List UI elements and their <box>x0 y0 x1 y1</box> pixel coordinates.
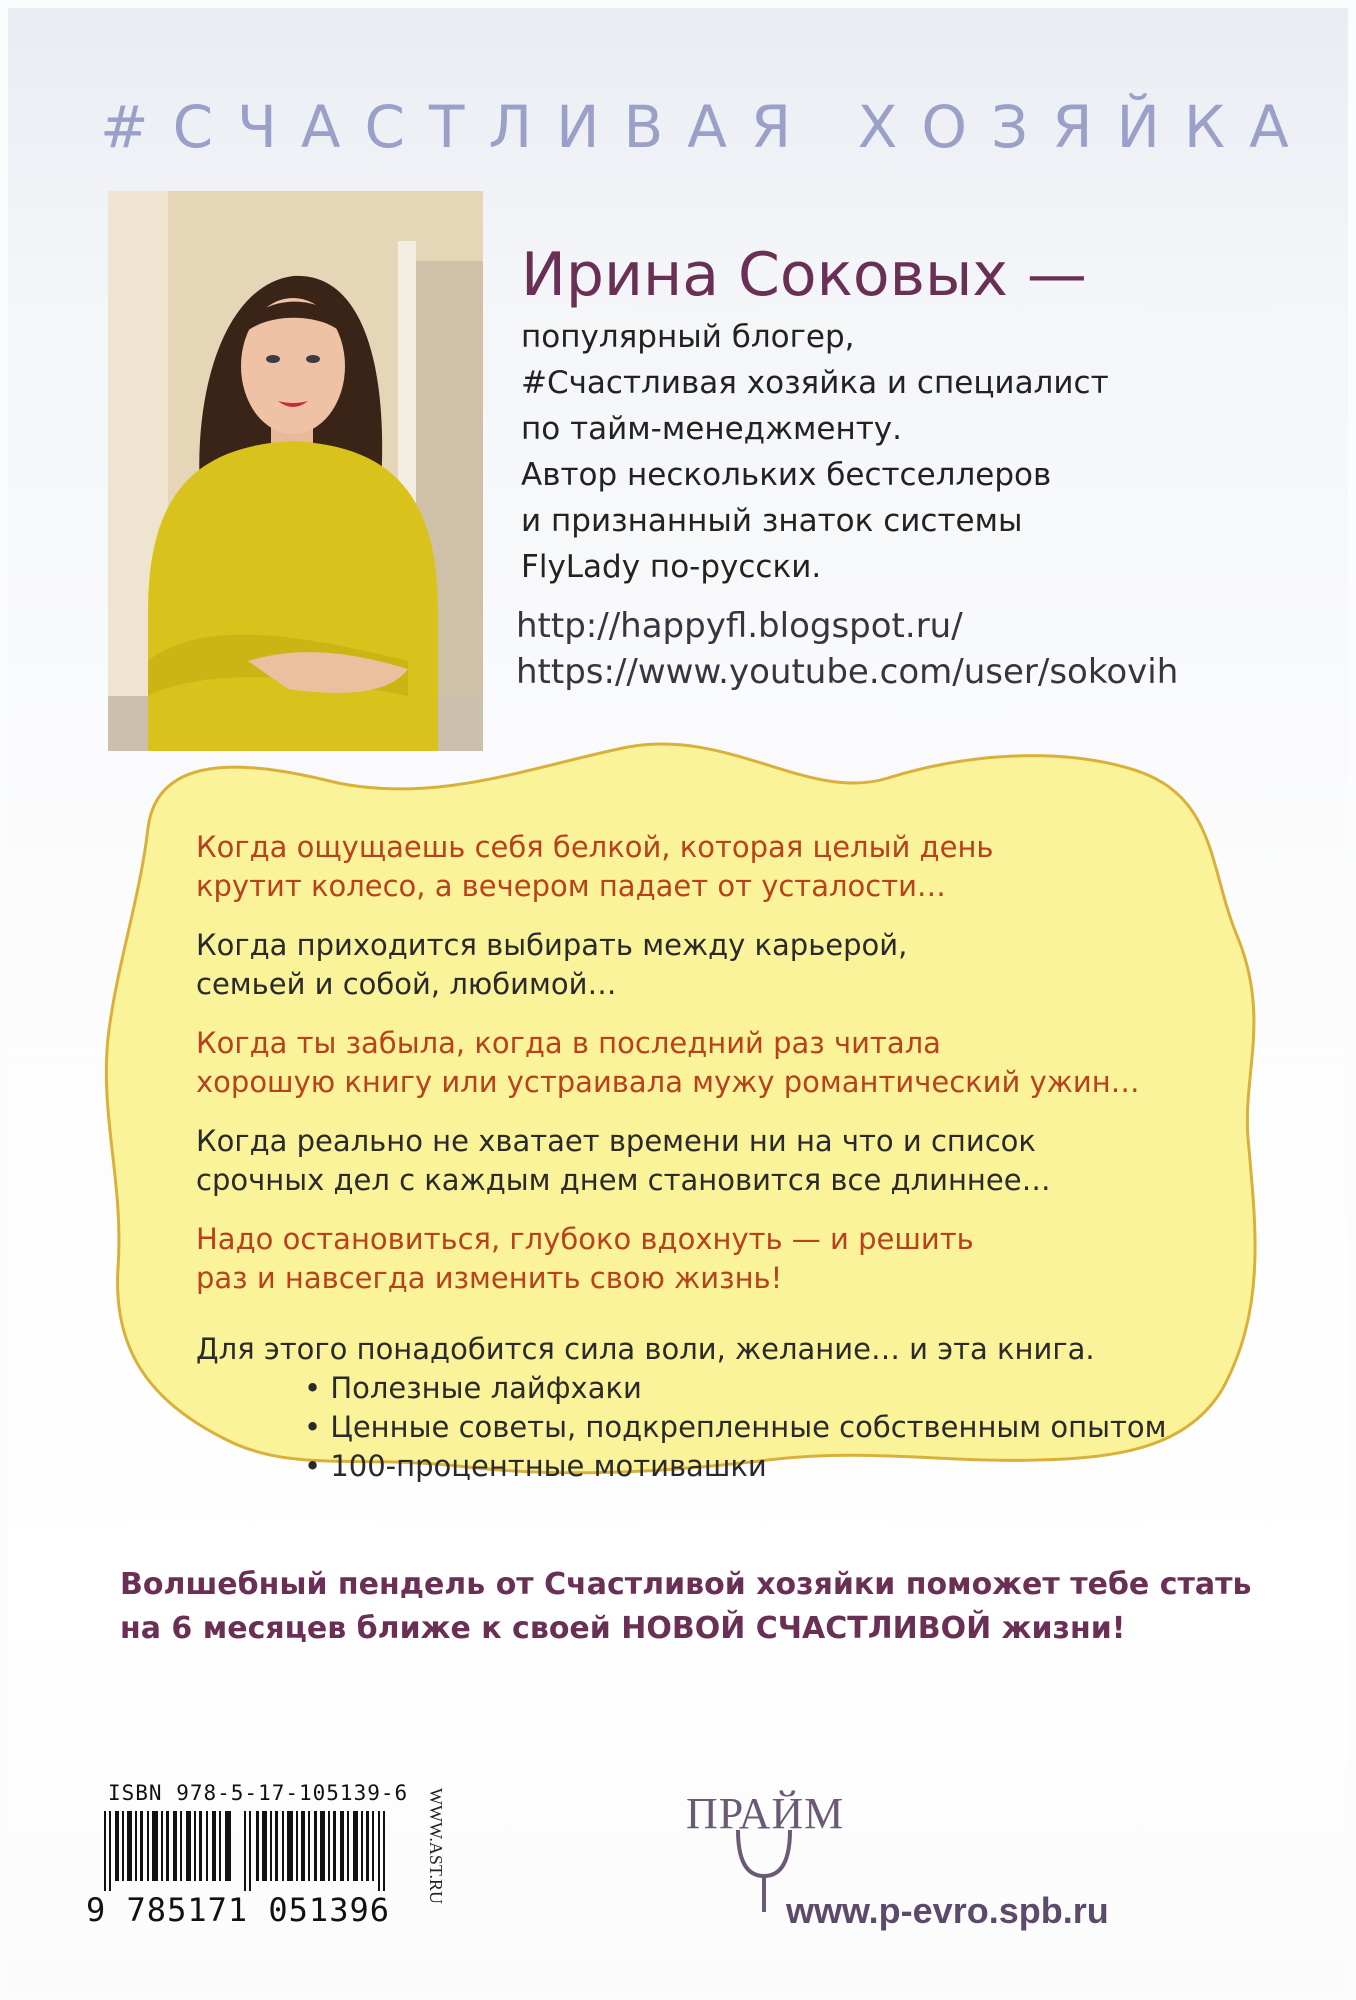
author-bio-line: популярный блогер, <box>521 319 855 355</box>
publisher-website-link[interactable]: www.p-evro.spb.ru <box>786 1890 1109 1931</box>
feature-list-item: • Полезные лайфхаки <box>304 1369 1226 1408</box>
blurb-line: раз и навсегда изменить свою жизнь! <box>196 1261 783 1295</box>
blurb-text <box>196 828 1226 1486</box>
closing-line: Волшебный пендель от Счастливой хозяйки поможет тебе стать <box>120 1567 1252 1602</box>
blurb-lead: Для этого понадобится сила воли, желание… и эта книга. <box>196 1332 1095 1366</box>
author-bio-line: #Счастливая хозяйка и специалист <box>521 365 1109 401</box>
blog-link[interactable]: http://happyfl.blogspot.ru/ <box>516 606 963 646</box>
blurb-line: Когда ты забыла, когда в последний раз читала <box>196 1026 941 1060</box>
blurb-line: Когда приходится выбирать между карьерой, <box>196 928 908 962</box>
barcode-digits: 9 785171 051396 <box>86 1891 390 1929</box>
blurb-paragraph <box>196 828 1226 906</box>
blurb-paragraph <box>196 1122 1226 1200</box>
author-name: Ирина Соковых — <box>521 240 1087 310</box>
blurb-line: срочных дел с каждым днем становится все длиннее… <box>196 1163 1051 1197</box>
blurb-line: семьей и собой, любимой… <box>196 967 617 1001</box>
isbn-label: ISBN 978-5-17-105139-6 <box>108 1781 409 1805</box>
author-bio-line: FlyLady по-русски. <box>521 549 822 585</box>
isbn-barcode <box>104 1811 404 1891</box>
blurb-paragraph <box>196 1220 1226 1298</box>
series-title: #СЧАСТЛИВАЯ ХОЗЯЙКА <box>100 93 1313 161</box>
author-bio-line: и признанный знаток системы <box>521 503 1023 539</box>
feature-list <box>196 1369 1226 1486</box>
closing-line: на 6 месяцев ближе к своей НОВОЙ СЧАСТЛИВОЙ жизни! <box>120 1611 1126 1646</box>
publisher-name: ПРАЙМ <box>686 1789 845 1838</box>
blurb-line: хорошую книгу или устраивала мужу романтический ужин… <box>196 1065 1140 1099</box>
blurb-paragraph <box>196 1024 1226 1102</box>
closing-statement <box>120 1563 1251 1651</box>
youtube-link[interactable]: https://www.youtube.com/user/sokovih <box>516 652 1179 692</box>
ast-website: WWW.AST.RU <box>426 1788 446 1904</box>
blurb-line: крутит колесо, а вечером падает от усталости… <box>196 869 946 903</box>
author-bio-line: по тайм-менеджменту. <box>521 411 903 447</box>
blurb-line: Когда ощущаешь себя белкой, которая целый день <box>196 830 994 864</box>
blurb-line: Надо остановиться, глубоко вдохнуть — и решить <box>196 1222 974 1256</box>
feature-list-item: • Ценные советы, подкрепленные собственным опытом <box>304 1408 1226 1447</box>
feature-list-item: • 100-процентные мотивашки <box>304 1447 1226 1486</box>
blurb-paragraph <box>196 926 1226 1004</box>
blurb-line: Когда реально не хватает времени ни на что и список <box>196 1124 1036 1158</box>
back-cover <box>8 8 1348 1992</box>
author-bio-line: Автор нескольких бестселлеров <box>521 457 1052 493</box>
publisher-psi-logo-icon <box>734 1826 794 1916</box>
